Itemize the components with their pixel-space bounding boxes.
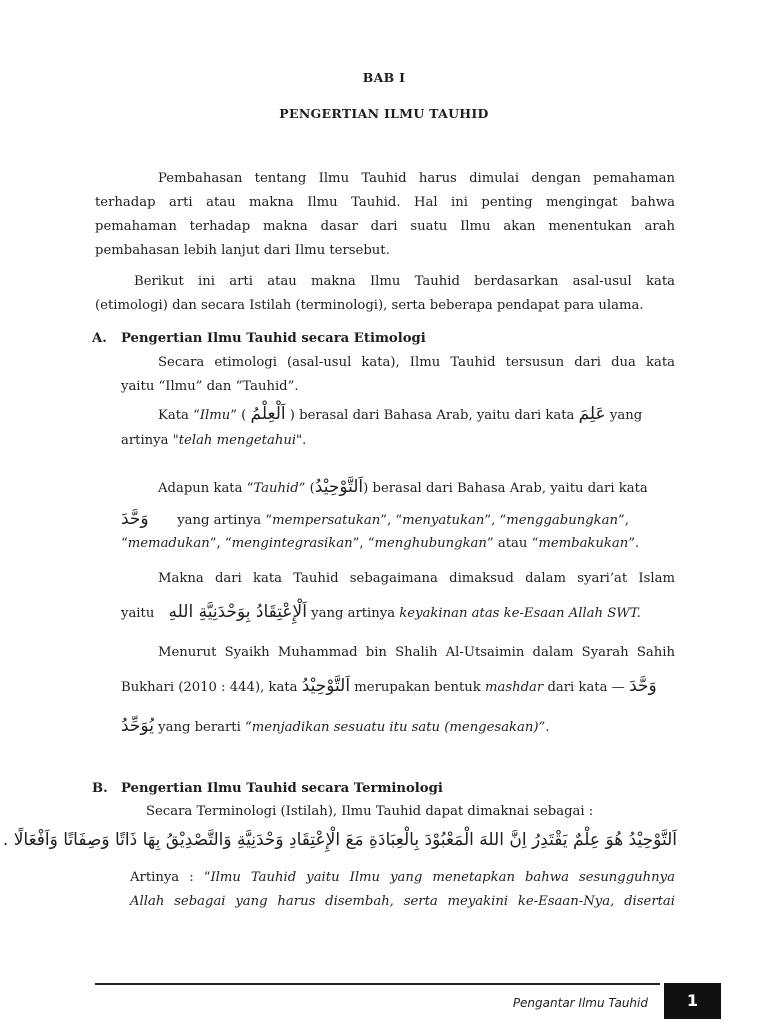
chapter-label: BAB I xyxy=(362,70,406,85)
section-a-letter: A. xyxy=(92,331,107,346)
meaning-menggabungkan: menggabungkan xyxy=(506,513,618,528)
arabic-wahhada-2: وَحَّدَ xyxy=(629,676,657,696)
arabic-wahhada: وَحَّدَ xyxy=(121,509,149,529)
intro-p2-line1: Berikut ini arti atau makna Ilmu Tauhid berdasarkan asal-usul kata xyxy=(134,274,675,289)
artinya-line1 xyxy=(130,869,675,887)
sep-1: ”, “ xyxy=(380,513,403,528)
kata-tauhid-pre: Adapun kata “ xyxy=(158,481,254,496)
meaning-memadukan: memadukan xyxy=(127,536,210,551)
utsaimin-line2 xyxy=(121,677,657,697)
makna-yaitu: yaitu xyxy=(121,606,155,621)
utsaimin-l2-mid: merupakan bentuk xyxy=(354,680,481,695)
utsaimin-line3 xyxy=(121,717,550,737)
makna-line1: Makna dari kata Tauhid sebagaimana dimaksud dalam syari’at Islam xyxy=(158,571,675,586)
section-a-heading: Pengertian Ilmu Tauhid secara Etimologi xyxy=(121,331,426,346)
kata-tauhid-post: ) berasal dari Bahasa Arab, yaitu dari kata xyxy=(363,481,648,496)
meaning-menghubungkan: menghubungkan xyxy=(374,536,487,551)
chapter-title: PENGERTIAN ILMU TAUHID xyxy=(279,106,489,121)
page-number: 1 xyxy=(664,983,721,1019)
sep-7: ”. xyxy=(628,536,640,551)
intro-p1-line4: pembahasan lebih lanjut dari Ilmu tersebut. xyxy=(95,243,390,258)
tauhid-yang: yang artinya “ xyxy=(177,513,273,528)
sep-3: ”, xyxy=(618,513,629,528)
utsaimin-line1: Menurut Syaikh Muhammad bin Shalih Al-Utsaimin dalam Syarah Sahih xyxy=(158,645,675,660)
meaning-membakukan: membakukan xyxy=(538,536,629,551)
makna-post: yang artinya xyxy=(311,606,396,621)
arabic-alima: عَلِمَ xyxy=(578,404,606,424)
artinya-line2: Allah sebagai yang harus disembah, serta meyakini ke-Esaan-Nya, disertai xyxy=(130,894,675,909)
kata-tauhid-line xyxy=(158,478,648,498)
arabic-al-ilmu: اَلْعِلْمُ xyxy=(250,404,286,424)
artinya-post: ". xyxy=(296,433,307,448)
intro-p2-line2: (etimologi) dan secara Istilah (terminologi), serta beberapa pendapat para ulama. xyxy=(95,298,644,313)
kata-ilmu-word: Ilmu xyxy=(199,408,231,423)
sep-6: ” atau “ xyxy=(486,536,539,551)
kata-tauhid-mid: ” ( xyxy=(298,481,315,496)
kata-ilmu-post: ) berasal dari Bahasa Arab, yaitu dari kata xyxy=(289,408,575,423)
utsaimin-mashdar: mashdar xyxy=(484,680,544,695)
sep-4: ”, “ xyxy=(209,536,232,551)
utsaimin-l3-italic: “menjadikan sesuatu itu satu (mengesakan)”. xyxy=(245,720,550,735)
tauhid-meaning-line1 xyxy=(121,510,629,530)
artinya-text1: Ilmu Tauhid yaitu Ilmu yang menetapkan bahwa sesungguhnya xyxy=(210,870,675,885)
footer-rule xyxy=(95,983,660,985)
sep-5: ”, “ xyxy=(352,536,375,551)
meaning-mengintegrasikan: mengintegrasikan xyxy=(231,536,353,551)
utsaimin-l2-post: dari kata — xyxy=(547,680,625,695)
section-a-p1-line1: Secara etimologi (asal-usul kata), Ilmu Tauhid tersusun dari dua kata xyxy=(158,355,675,370)
kata-ilmu-tail: yang xyxy=(609,408,643,423)
artinya-italic: telah mengetahui xyxy=(178,433,297,448)
section-b-letter: B. xyxy=(92,781,108,796)
arabic-definition: اَلتَّوْحِيْدُ هُوَ عِلْمٌ يَقْتَدِرُ اِنَّ اللهَ الْمَعْبُوْدَ بِالْعِبَادَةِ مَعَ الْإِعْتِقَادِ وَحْدَنِيَّةِ وَالتَّصْدِيْقُ بِهَا ذَاتًا وَصِفَاتًا وَاَفْعَالًا . xyxy=(2,830,677,850)
section-b-p1: Secara Terminologi (Istilah), Ilmu Tauhid dapat dimaknai sebagai : xyxy=(146,804,594,819)
sep-open: “ xyxy=(121,536,128,551)
arabic-itiqad-wahdaniyyah: اَلْإِعْتِقَادُ بِوَحْدَنِيَّةِ اللهِ xyxy=(168,602,307,622)
kata-ilmu-mid: ” ( xyxy=(230,408,247,423)
makna-italic: keyakinan atas ke-Esaan Allah SWT. xyxy=(399,606,641,621)
meaning-mempersatukan: mempersatukan xyxy=(272,513,381,528)
kata-ilmu-pre: Kata “ xyxy=(158,408,200,423)
footer-title: Pengantar Ilmu Tauhid xyxy=(512,996,648,1010)
sep-2: ”, “ xyxy=(484,513,507,528)
arabic-at-tauhid: اَلتَّوْحِيْدُ xyxy=(314,477,364,497)
intro-p1-line2: terhadap arti atau makna Ilmu Tauhid. Hal ini penting mengingat bahwa xyxy=(95,195,675,210)
artinya-label: Artinya : “ xyxy=(130,870,211,885)
makna-line2 xyxy=(121,603,641,623)
meaning-menyatukan: menyatukan xyxy=(402,513,485,528)
kata-ilmu-artinya xyxy=(121,432,306,450)
intro-p1-line1: Pembahasan tentang Ilmu Tauhid harus dimulai dengan pemahaman xyxy=(158,171,675,186)
section-a-p1-line2: yaitu “Ilmu” dan “Tauhid”. xyxy=(121,379,299,394)
intro-p1-line3: pemahaman terhadap makna dasar dari suatu Ilmu akan menentukan arah xyxy=(95,219,675,234)
artinya-pre: artinya " xyxy=(121,433,179,448)
arabic-yuwahhidu: يُوَحِّدُ xyxy=(121,716,154,736)
utsaimin-l3-mid: yang berarti xyxy=(158,720,241,735)
utsaimin-l2-pre: Bukhari (2010 : 444), kata xyxy=(121,680,298,695)
arabic-at-tauhid-2: اَلتَّوْحِيْدُ xyxy=(301,676,351,696)
kata-tauhid-word: Tauhid xyxy=(253,481,299,496)
tauhid-meaning-line2 xyxy=(121,535,639,553)
section-b-heading: Pengertian Ilmu Tauhid secara Terminologi xyxy=(121,781,443,796)
kata-ilmu-line xyxy=(158,405,642,425)
